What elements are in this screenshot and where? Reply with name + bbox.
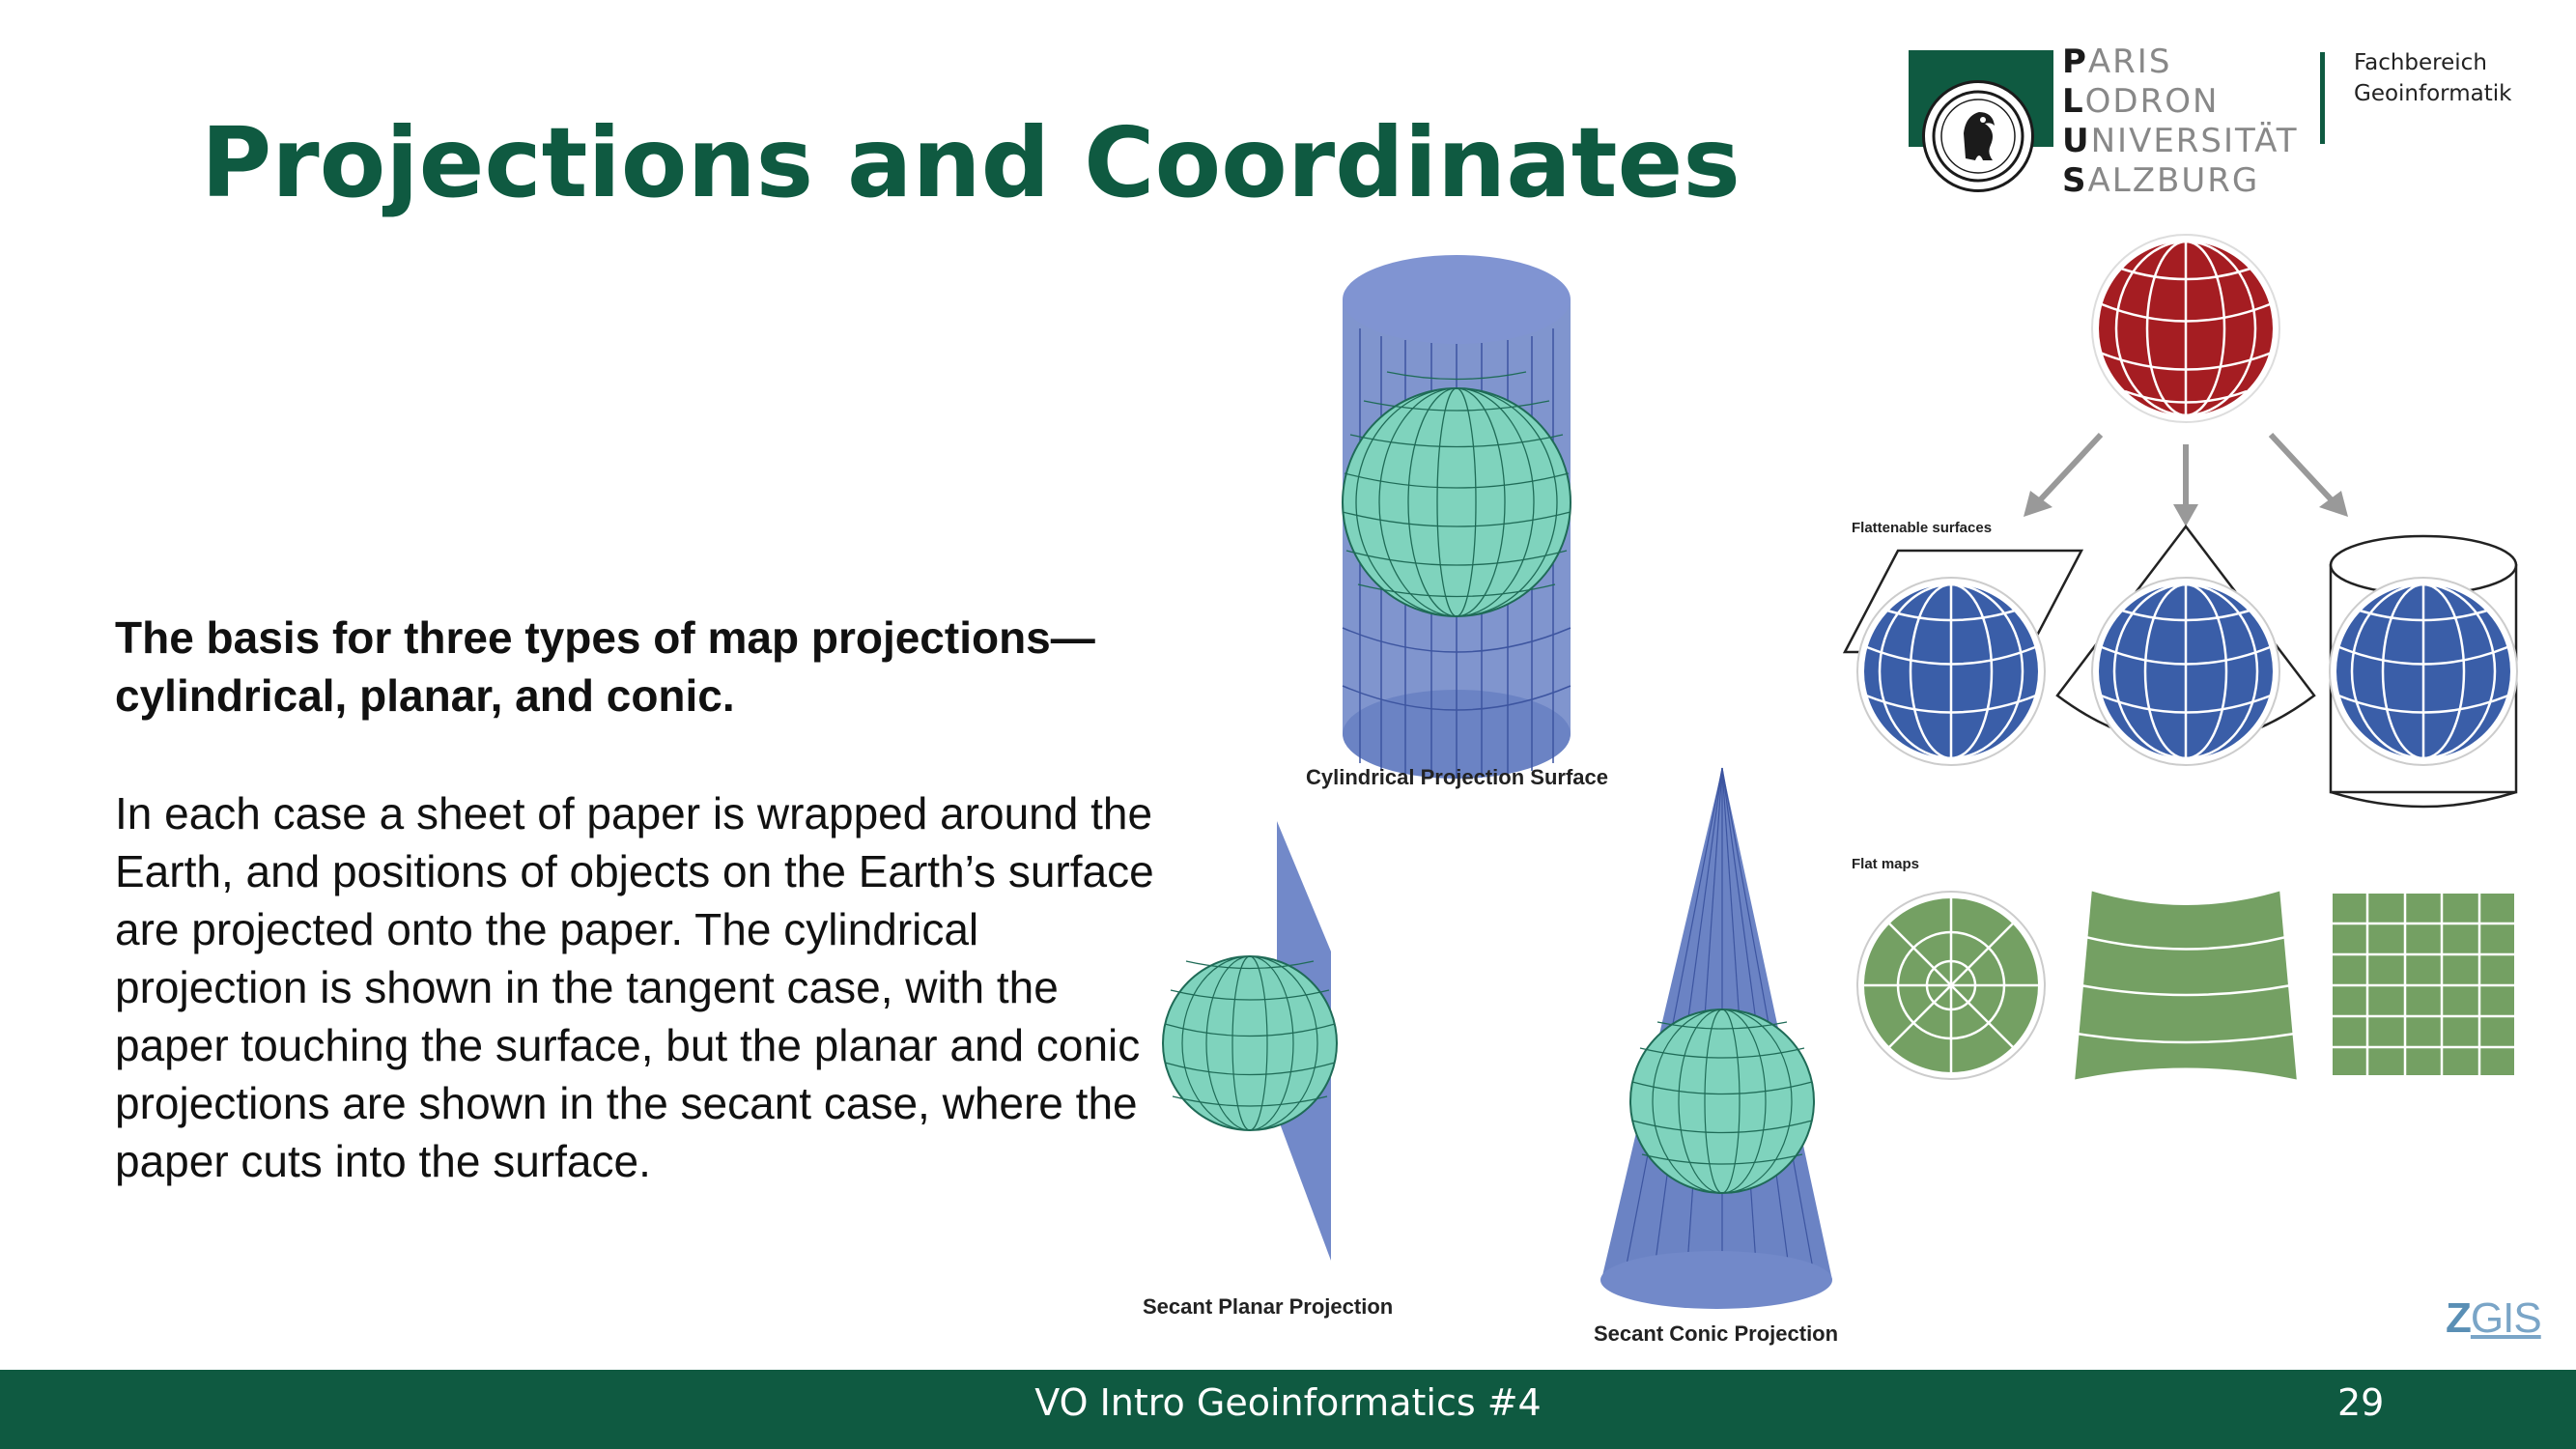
flattenable-surfaces-diagram — [1816, 232, 2550, 1101]
logo-divider — [2320, 52, 2325, 144]
flat-map-planar-icon — [1857, 892, 2045, 1079]
projection-illustrations — [1140, 242, 1874, 1352]
arrows — [2024, 435, 2348, 526]
cylindrical-caption: Cylindrical Projection Surface — [1306, 765, 1608, 789]
footer-course-title: VO Intro Geoinformatics #4 — [1034, 1381, 1542, 1424]
flat-maps-label: Flat maps — [1852, 856, 1920, 872]
conic-projection-figure — [1600, 768, 1832, 1309]
blue-globe-cylinder-icon — [2330, 536, 2517, 807]
logo-line-4: SALZBURG — [2062, 161, 2260, 200]
logo-line-1: PARIS — [2062, 43, 2172, 81]
department-line-2: Geoinformatik — [2354, 81, 2512, 106]
page-number: 29 — [2337, 1381, 2385, 1424]
lead-paragraph: The basis for three types of map projections—cylindrical, planar, and conic. — [115, 612, 1095, 721]
red-globe-icon — [2092, 235, 2279, 422]
planar-projection-figure — [1163, 821, 1337, 1261]
slide-title: Projections and Coordinates — [201, 106, 1741, 219]
flat-map-conic-icon — [2073, 889, 2299, 1082]
logo-line-3: UNIVERSITÄT — [2062, 122, 2299, 160]
blue-globe-plane-icon — [1845, 551, 2081, 765]
conic-caption: Secant Conic Projection — [1594, 1321, 1839, 1346]
blue-globe-cone-icon — [2057, 526, 2314, 765]
flat-map-cylindrical-icon — [2331, 892, 2516, 1077]
body-paragraph: In each case a sheet of paper is wrapped around the Earth, and positions of objects on the Earth’s surface are projected onto the paper. The cylindrical projection is shown in the tangent case, with the paper touching the surface, but the planar and conic projections are shown in the secant case, where the paper cuts into the surface. — [115, 788, 1154, 1186]
planar-caption: Secant Planar Projection — [1143, 1294, 1394, 1319]
university-seal-icon — [1922, 80, 2034, 192]
zgis-logo: ZGIS — [2446, 1294, 2541, 1342]
department-line-1: Fachbereich — [2354, 50, 2487, 75]
logo-line-2: LODRON — [2062, 82, 2220, 121]
cylinder-projection-figure — [1343, 255, 1571, 779]
flattenable-surfaces-label: Flattenable surfaces — [1852, 520, 1993, 536]
